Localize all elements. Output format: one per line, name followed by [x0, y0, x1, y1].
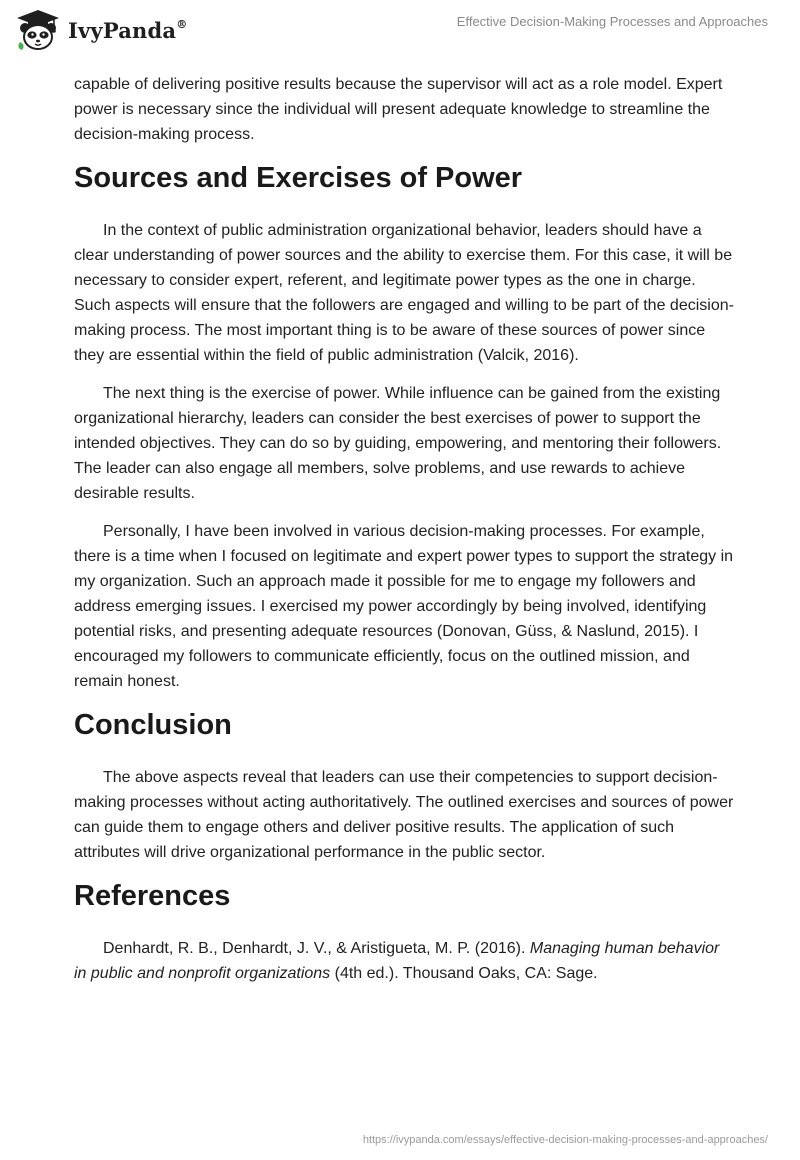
- essay-body: [74, 72, 734, 999]
- footer-url[interactable]: https://ivypanda.com/essays/effective-decision-making-processes-and-approaches/: [362, 1134, 768, 1146]
- section-heading-sources-exercises: Sources and Exercises of Power: [74, 162, 523, 194]
- ivypanda-logo[interactable]: [14, 8, 187, 52]
- reference-publisher: (4th ed.). Thousand Oaks, CA: Sage.: [330, 965, 598, 982]
- paragraph: In the context of public administration organizational behavior, leaders should have a clear understanding of power sources and the ability to exercise them. For this case, it will be necessary to consider expert, referent, and legitimate power types as the one in charge. Such aspects will ensure that the followers are engaged and willing to be part of the decision-making process. The most important thing is to be aware of these sources of power since they are essential within the field of public administration (Valcik, 2016).: [74, 222, 734, 364]
- reference-entry: [74, 936, 734, 986]
- page-header: [0, 0, 800, 70]
- paragraph: The above aspects reveal that leaders can use their competencies to support decision-making processes without acting authoritatively. The outlined exercises and sources of power can guide them to engage others and deliver positive results. The application of such attributes will drive organizational performance in the public sector.: [74, 769, 734, 861]
- section-heading-references: References: [74, 880, 231, 912]
- reference-authors: Denhardt, R. B., Denhardt, J. V., & Aristigueta, M. P. (2016).: [103, 940, 530, 957]
- brand-name: IvyPanda®: [68, 17, 188, 43]
- paragraph: Personally, I have been involved in various decision-making processes. For example, there is a time when I focused on legitimate and expert power types to support the strategy in my organization. Such an approach made it possible for me to engage my followers and address emerging issues. I exercised my power accordingly by being involved, identifying potential risks, and presenting adequate resources (Donovan, Güss, & Naslund, 2015). I encouraged my followers to communicate efficiently, focus on the outlined mission, and remain honest.: [74, 523, 734, 690]
- section-heading-conclusion: Conclusion: [74, 709, 232, 741]
- panda-graduate-icon: [14, 8, 62, 52]
- reference-title: Managing human behavior in public and nonprofit organizations: [74, 940, 720, 982]
- document-title: Effective Decision-Making Processes and Approaches: [456, 14, 768, 29]
- intro-paragraph: capable of delivering positive results because the supervisor will act as a role model. Expert power is necessary since the individual will present adequate knowledge to streamline the decision-making process.: [74, 76, 723, 143]
- paragraph: The next thing is the exercise of power. While influence can be gained from the existing organizational hierarchy, leaders can consider the best exercises of power to support the intended objectives. They can do so by guiding, empowering, and mentoring their followers. The leader can also engage all members, solve problems, and use rewards to achieve desirable results.: [74, 385, 722, 502]
